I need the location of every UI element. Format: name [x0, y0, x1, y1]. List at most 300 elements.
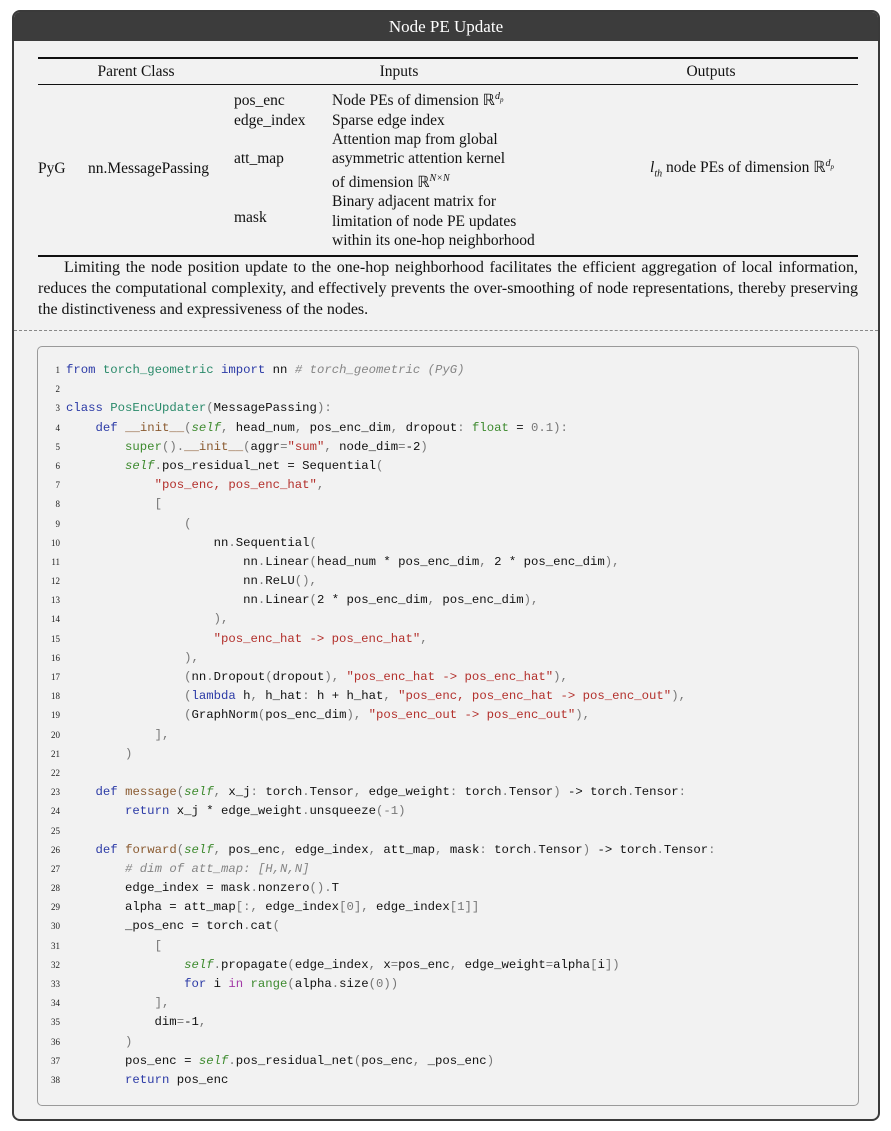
code-token: pos_enc: [169, 1072, 229, 1087]
code-token: (: [243, 439, 251, 454]
code-token: .: [154, 458, 162, 473]
code-token: x_j * edge_weight: [169, 804, 303, 819]
code-token: nn: [66, 554, 258, 569]
code-token: ,: [390, 420, 406, 435]
code-token: [66, 804, 125, 818]
code-token: pos_enc: [228, 842, 281, 857]
code-token: class: [66, 401, 103, 416]
line-number: 15: [51, 633, 60, 644]
code-token: ),: [523, 593, 539, 608]
code-token: "pos_enc, pos_enc_hat": [154, 478, 317, 493]
input-name: edge_index: [234, 111, 306, 129]
code-token: size: [339, 977, 369, 991]
code-token: (: [353, 1053, 362, 1068]
code-line: [38, 534, 716, 553]
code-line: [38, 687, 716, 706]
line-number: 28: [51, 883, 60, 894]
code-token: ,: [427, 593, 443, 608]
code-token: .: [302, 785, 310, 800]
line-number: 4: [55, 422, 60, 433]
code-token: for: [184, 977, 207, 991]
line-number: 5: [55, 441, 60, 452]
code-token: .: [213, 957, 221, 972]
input-name: mask: [234, 208, 267, 226]
line-number: 8: [55, 499, 60, 510]
code-token: :: [457, 420, 472, 435]
code-token: __init__: [125, 420, 185, 435]
header-inputs: Inputs: [234, 58, 564, 85]
code-token: alpha: [553, 957, 591, 972]
code-token: ,: [449, 957, 465, 972]
code-token: pos_enc_dim: [442, 593, 524, 608]
input-names: [234, 85, 332, 256]
code-token: ,: [324, 439, 340, 454]
code-token: 0.1: [531, 420, 554, 435]
code-token: [66, 689, 184, 703]
code-token: [118, 421, 125, 435]
code-token: [66, 728, 155, 742]
line-number: 16: [51, 652, 60, 663]
code-line: [38, 361, 716, 380]
code-token: head_num: [235, 420, 295, 435]
code-token: dropout: [272, 670, 325, 684]
code-line: [38, 802, 716, 821]
code-token: return: [125, 1072, 170, 1087]
code-token: ,: [213, 785, 229, 800]
code-lines: [38, 361, 716, 1090]
code-line: [38, 879, 716, 898]
code-token: :: [479, 842, 495, 857]
code-token: pos_residual_net: [235, 1053, 354, 1068]
code-token: # dim of att_map: [H,N,N]: [125, 861, 310, 876]
code-token: Tensor: [538, 842, 583, 857]
code-line: [38, 975, 716, 994]
line-number: 23: [51, 787, 60, 798]
code-token: ):: [553, 420, 568, 435]
input-descriptions: [332, 85, 564, 256]
code-token: ,: [368, 957, 384, 972]
code-token: self: [125, 458, 155, 473]
line-number: 26: [51, 844, 60, 855]
code-token: edge_index = mask: [66, 881, 251, 896]
code-token: [243, 977, 250, 991]
code-token: .: [250, 881, 258, 896]
code-token: range: [250, 977, 288, 991]
code-token: Tensor: [634, 785, 679, 800]
code-line: [38, 917, 716, 936]
code-token: [66, 612, 214, 626]
line-number: 12: [51, 576, 60, 587]
code-token: from: [66, 363, 96, 377]
code-line: [38, 860, 716, 879]
code-token: [66, 632, 214, 646]
code-token: self: [191, 420, 222, 435]
code-token: (: [309, 554, 317, 569]
code-token: [66, 440, 125, 454]
code-token: lambda: [191, 689, 236, 704]
code-token: (0)): [368, 977, 399, 991]
code-line: [38, 956, 716, 975]
code-token: nn: [66, 535, 229, 550]
code-token: (: [184, 689, 192, 704]
code-token: [66, 747, 125, 761]
code-token: "pos_enc, pos_enc_hat -> pos_enc_out": [398, 689, 672, 704]
node-pe-update-box: [12, 10, 880, 1121]
code-token: alpha: [294, 977, 332, 991]
code-token: (: [184, 516, 192, 531]
code-token: ),: [184, 650, 199, 665]
code-token: [: [154, 938, 162, 953]
code-line: [38, 1013, 716, 1032]
code-token: ().: [309, 881, 332, 896]
line-number: 2: [55, 384, 60, 395]
code-token: pos_enc: [361, 1053, 413, 1068]
input-desc: asymmetric attention kernel: [332, 150, 506, 168]
description-paragraph: Limiting the node position update to the one-hop neighborhood facilitates the efficient aggregation of local information, reduces the computational complexity, and effectively prevents the over-smoothing of node representations, thereby preserving the distinctiveness and expressiveness of the nodes.: [38, 259, 858, 318]
code-token: [66, 708, 184, 722]
code-token: [66, 862, 125, 876]
line-number: 18: [51, 691, 60, 702]
code-token: edge_index: [375, 900, 450, 915]
code-token: ): [582, 842, 598, 857]
code-token: ,: [353, 785, 369, 800]
code-token: ().: [161, 439, 185, 454]
code-token: alpha = att_map: [66, 900, 236, 915]
code-token: ),: [324, 670, 347, 684]
line-number: 32: [51, 959, 60, 970]
code-token: [: [590, 957, 598, 972]
code-token: (: [184, 670, 192, 684]
code-token: [66, 478, 155, 492]
code-token: forward: [125, 842, 177, 857]
code-token: cat: [250, 919, 273, 934]
code-token: nn: [265, 363, 295, 377]
line-number: 13: [51, 595, 60, 606]
code-token: return: [125, 804, 170, 819]
code-token: self: [198, 1053, 229, 1068]
code-listing: [37, 346, 859, 1106]
code-token: [66, 996, 155, 1010]
code-token: ,: [435, 842, 450, 857]
line-number: 34: [51, 998, 60, 1009]
code-line: [38, 399, 716, 418]
code-token: .: [243, 919, 251, 934]
code-token: (: [184, 708, 192, 723]
code-token: Sequential: [235, 535, 310, 550]
code-token: ,: [383, 689, 399, 704]
code-token: [66, 958, 184, 972]
code-line: [38, 898, 716, 917]
code-line: [38, 553, 716, 572]
code-line: [38, 572, 716, 591]
code-line: [38, 1071, 716, 1090]
line-number: 14: [51, 614, 60, 625]
code-token: def: [95, 842, 118, 857]
code-token: ,: [213, 842, 229, 857]
header-parent-class: Parent Class: [38, 58, 234, 85]
code-token: [66, 939, 155, 953]
code-token: [66, 1073, 125, 1087]
code-token: def: [95, 785, 118, 800]
code-token: "pos_enc_hat -> pos_enc_hat": [346, 670, 554, 684]
code-token: [1]]: [449, 900, 480, 915]
code-token: PosEncUpdater: [110, 401, 207, 416]
input-desc: Sparse edge index: [332, 111, 445, 129]
output-desc: $l_{th}$ node PEs of dimension ℝ$^{d_p}$: [564, 85, 858, 256]
code-token: h + h_hat: [316, 689, 384, 704]
code-token: edge_weight: [464, 957, 546, 972]
input-desc: Node PEs of dimension ℝ$^{d_p}$: [332, 91, 504, 110]
line-number: 21: [51, 748, 60, 759]
code-token: ,: [221, 420, 236, 435]
code-token: .: [656, 842, 664, 857]
code-token: .: [501, 785, 509, 800]
line-number: 37: [51, 1055, 60, 1066]
code-token: ,: [420, 631, 428, 646]
code-token: [118, 785, 125, 799]
code-line: [38, 515, 716, 534]
code-token: (: [265, 670, 273, 684]
code-token: :: [250, 785, 266, 800]
code-token: 2 * pos_enc_dim: [316, 593, 428, 608]
code-line: [38, 726, 716, 745]
code-token: _pos_enc: [427, 1053, 487, 1068]
code-token: nonzero: [257, 881, 310, 896]
code-token: -1: [184, 1015, 199, 1030]
code-token: dropout: [405, 420, 458, 435]
code-token: Linear: [265, 554, 310, 569]
code-token: [118, 843, 125, 857]
line-number: 22: [51, 767, 60, 778]
code-token: [66, 459, 125, 473]
line-number: 11: [51, 556, 60, 567]
code-token: ,: [280, 842, 295, 857]
code-line: [38, 649, 716, 668]
code-token: .: [302, 804, 310, 819]
code-token: (: [176, 842, 185, 857]
code-token: .: [257, 574, 266, 589]
code-token: .: [531, 842, 539, 857]
code-line: [38, 1033, 716, 1052]
code-token: GraphNorm: [191, 708, 258, 723]
code-token: -2: [405, 439, 421, 454]
code-token: ),: [553, 670, 568, 684]
code-token: x_j: [228, 785, 251, 800]
line-number: 10: [51, 537, 60, 548]
code-line: [38, 457, 716, 476]
code-token: ): [125, 1034, 133, 1049]
code-token: .: [206, 670, 214, 684]
input-desc: Binary adjacent matrix for: [332, 193, 496, 211]
code-token: [66, 843, 96, 857]
code-token: .: [257, 593, 266, 608]
code-token: ),: [575, 708, 590, 723]
line-number: 3: [55, 403, 60, 414]
parent-lib: PyG: [38, 85, 88, 256]
code-token: nn: [66, 574, 258, 589]
code-token: =: [176, 1015, 185, 1030]
code-line: [38, 380, 716, 399]
code-token: ,: [198, 1015, 207, 1030]
line-number: 27: [51, 863, 60, 874]
line-number: 36: [51, 1036, 60, 1047]
code-token: # torch_geometric (PyG): [294, 363, 465, 377]
code-token: __init__: [184, 439, 244, 454]
code-token: pos_enc_dim: [309, 420, 391, 435]
code-token: Tensor: [508, 785, 554, 800]
code-token: (: [176, 785, 185, 800]
table-row: [38, 85, 858, 256]
code-line: [38, 476, 716, 495]
code-token: "sum": [287, 439, 325, 454]
line-number: 19: [51, 710, 60, 721]
code-line: [38, 438, 716, 457]
code-token: edge_index: [294, 842, 369, 857]
code-token: unsqueeze: [309, 804, 376, 819]
code-token: [66, 497, 155, 511]
code-token: ,: [412, 1053, 428, 1068]
line-number: 31: [51, 940, 60, 951]
code-token: ReLU: [265, 574, 295, 589]
code-token: [214, 363, 221, 377]
code-token: pos_enc: [398, 957, 450, 972]
code-token: edge_weight: [368, 785, 450, 800]
code-token: (: [287, 977, 295, 991]
line-number: 24: [51, 806, 60, 817]
code-token: i: [597, 957, 605, 972]
code-token: (: [309, 535, 317, 550]
code-token: torch: [494, 842, 532, 857]
code-token: edge_index: [294, 957, 369, 972]
code-token: dim: [66, 1015, 177, 1030]
code-token: -> torch: [567, 785, 627, 800]
code-token: (: [206, 401, 214, 416]
code-token: self: [184, 785, 214, 800]
code-token: Tensor: [663, 842, 709, 857]
dashed-divider: [14, 330, 878, 331]
code-token: [:,: [235, 900, 266, 915]
code-line: [38, 822, 716, 841]
code-token: ): [125, 746, 133, 761]
code-line: [38, 630, 716, 649]
code-token: [66, 421, 96, 435]
code-token: head_num * pos_enc_dim: [316, 554, 480, 569]
code-token: :: [449, 785, 465, 800]
code-token: propagate: [221, 957, 288, 972]
input-desc: limitation of node PE updates: [332, 212, 517, 230]
code-token: :: [708, 842, 716, 857]
line-number: 7: [55, 480, 60, 491]
code-token: att_map: [383, 842, 436, 857]
line-number: 9: [55, 518, 60, 529]
code-token: ): [553, 785, 568, 800]
code-token: -> torch: [597, 842, 657, 857]
code-token: self: [184, 842, 214, 857]
code-token: h: [235, 689, 251, 704]
code-token: =: [508, 420, 532, 435]
code-token: float: [471, 420, 509, 435]
code-token: torch_geometric: [102, 363, 214, 377]
code-token: nn: [66, 593, 258, 608]
code-token: (: [287, 957, 295, 972]
code-token: pos_residual_net = Sequential: [161, 458, 376, 473]
code-token: [: [154, 497, 162, 512]
code-line: [38, 1052, 716, 1071]
line-number: 17: [51, 672, 60, 682]
line-number: 35: [51, 1017, 60, 1028]
code-token: (-1): [375, 804, 406, 819]
code-token: [96, 363, 103, 377]
code-token: [0],: [339, 900, 376, 915]
line-number: 33: [51, 979, 60, 989]
code-token: :: [678, 785, 687, 800]
code-token: (: [257, 708, 266, 723]
code-token: ): [486, 1053, 495, 1068]
code-token: 2 * pos_enc_dim: [494, 554, 605, 569]
code-token: .: [627, 785, 635, 800]
code-token: [66, 670, 184, 684]
code-token: Tensor: [309, 785, 354, 800]
code-token: (: [375, 458, 384, 473]
code-token: =: [280, 439, 288, 454]
code-token: node_dim: [339, 439, 399, 454]
code-token: nn: [191, 670, 207, 684]
code-token: .: [331, 977, 340, 991]
code-line: [38, 841, 716, 860]
code-token: (),: [294, 574, 317, 589]
code-token: :: [302, 689, 317, 704]
code-token: "pos_enc_hat -> pos_enc_hat": [213, 631, 421, 646]
code-token: [66, 977, 184, 991]
code-token: ,: [368, 842, 384, 857]
code-token: T: [331, 881, 340, 896]
input-name: att_map: [234, 150, 284, 168]
code-token: x: [383, 957, 391, 972]
code-token: ,: [316, 478, 325, 493]
code-token: ),: [671, 689, 686, 704]
line-number: 38: [51, 1074, 60, 1085]
code-token: .: [257, 554, 266, 569]
code-token: aggr: [250, 439, 281, 454]
code-token: .: [228, 1053, 236, 1068]
code-token: =: [398, 439, 406, 454]
code-token: torch: [464, 785, 502, 800]
code-token: (: [272, 919, 281, 934]
line-number: 20: [51, 729, 60, 740]
code-token: import: [221, 363, 266, 377]
code-line: [38, 937, 716, 956]
code-token: Dropout: [213, 670, 266, 684]
spec-table: [38, 57, 858, 257]
code-line: [38, 994, 716, 1013]
box-title: Node PE Update: [14, 12, 878, 41]
table-header-row: [38, 58, 858, 85]
code-token: edge_index: [265, 900, 340, 915]
code-line: [38, 783, 716, 802]
code-token: torch: [265, 785, 303, 800]
code-token: [66, 651, 184, 665]
code-token: pos_enc =: [66, 1053, 199, 1068]
input-name: pos_enc: [234, 92, 285, 110]
code-line: [38, 610, 716, 629]
input-desc: Attention map from global: [332, 130, 498, 148]
code-line: [38, 419, 716, 438]
code-token: ,: [250, 689, 266, 704]
code-line: [38, 495, 716, 514]
line-number: 6: [55, 460, 60, 471]
code-line: [38, 706, 716, 725]
code-token: (: [184, 420, 192, 435]
